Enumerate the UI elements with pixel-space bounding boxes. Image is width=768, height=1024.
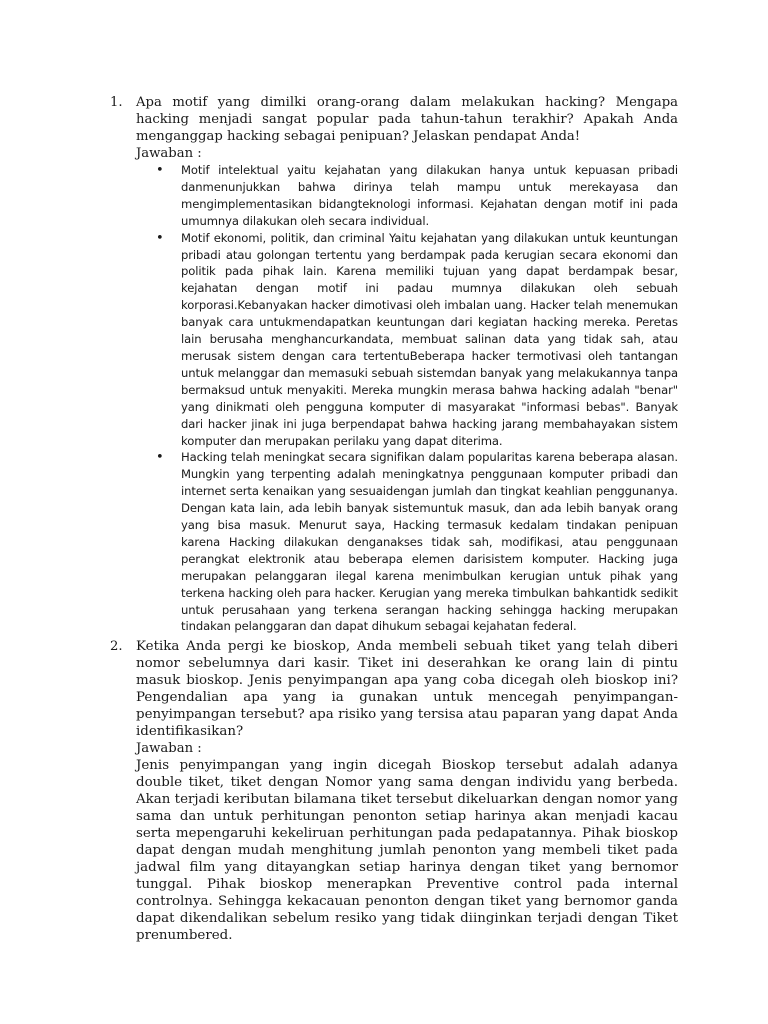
question-number: 1.: [110, 95, 123, 110]
answer-bullet: [156, 162, 678, 230]
answer-label: Jawaban :: [136, 741, 202, 757]
answer-paragraph: Jenis penyimpangan yang ingin dicegah Bioskop tersebut adalah adanya double tiket, tiket dengan Nomor yang sama dengan individu yang berbeda. Akan terjadi keributan bilamana tiket tersebut dikeluarkan dengan nomor yang sama dan untuk perhitungan penonton setiap harinya akan menjadi kacau serta mepengaruhi kekeliruan perhitungan pada pedapatannya. Pihak bioskop dapat dengan mudah menghitung jumlah penonton yang membeli tiket pada jadwal film yang ditayangkan setiap harinya dengan tiket yang bernomor tunggal. Pihak bioskop menerapkan Preventive control pada internal controlnya. Sehingga kekacauan penonton dengan tiket yang bernomor ganda dapat dikendalikan sebelum resiko yang tidak diinginkan terjadi dengan Tiket prenumbered.: [136, 758, 678, 944]
answer-bullet: [156, 230, 678, 450]
question-list: [0, 94, 768, 944]
bullet-text: Motif ekonomi, politik, dan criminal Yaitu kejahatan yang dilakukan untuk keuntungan pribadi atau golongan tertentu yang berdampak pada kerugian secara ekonomi dan politik pada pihak lain. Karena memiliki tujuan yang dapat berdampak besar, kejahatan dengan motif ini padau mumnya dilakukan oleh sebuah korporasi.Kebanyakan hacker dimotivasi oleh imbalan uang. Hacker telah menemukan banyak cara untukmendapatkan keuntungan dari kegiatan hacking mereka. Peretas lain berusaha menghancurkandata, membuat salinan data yang tidak sah, atau merusak sistem dengan cara tertentuBeberapa hacker termotivasi oleh tantangan untuk melanggar dan memasuki sebuah sistemdan banyak yang melakukannya tanpa bermaksud untuk menyakiti. Mereka mungkin merasa bahwa hacking adalah "benar" yang dinikmati oleh pengguna komputer di masyarakat "informasi bebas". Banyak dari hacker jinak ini juga berpendapat bahwa hacking jarang membahayakan sistem komputer dan merupakan perilaku yang dapat diterima.: [181, 230, 678, 448]
question-number: 2.: [110, 639, 123, 655]
bullet-text: Hacking telah meningkat secara signifikan dalam popularitas karena beberapa alasan. Mungkin yang terpenting adalah meningkatnya penggunaan komputer pribadi dan internet serta kenaikan yang sesuaidengan jumlah dan tingkat keahlian penggunanya. Dengan kata lain, ada lebih banyak sistemuntuk masuk, dan ada lebih banyak orang yang bisa masuk. Menurut saya, Hacking termasuk kedalam tindakan penipuan karena Hacking dilakukan denganakses tidak sah, modifikasi, atau penggunaan perangkat elektronik atau beberapa elemen darisistem komputer. Hacking juga merupakan pelanggaran ilegal karena menimbulkan kerugian untuk pihak yang terkena hacking oleh para hacker. Kerugian yang mereka timbulkan bahkantidk sedikit untuk perusahaan yang terkena serangan hacking sehingga hacking merupakan tindakan pelanggaran dan dapat dihukum sebagai kejahatan federal.: [181, 450, 678, 634]
answer-label: Jawaban :: [136, 146, 202, 161]
answer-bullet-list: [136, 162, 678, 635]
answer-bullet: [156, 449, 678, 635]
question-text: Apa motif yang dimilki orang-orang dalam melakukan hacking? Mengapa hacking menjadi sangat popular pada tahun-tahun terakhir? Apakah Anda menganggap hacking sebagai penipuan? Jelaskan pendapat Anda!: [136, 95, 678, 144]
bullet-text: Motif intelektual yaitu kejahatan yang dilakukan hanya untuk kepuasan pribadi danmenunjukkan bahwa dirinya telah mampu untuk merekayasa dan mengimplementasikan bidangteknologi informasi. Kejahatan dengan motif ini pada umumnya dilakukan oleh secara individual.: [181, 163, 678, 228]
bullet-icon: •: [156, 230, 164, 246]
bullet-icon: •: [156, 163, 164, 178]
question-item: [0, 638, 768, 944]
bullet-icon: •: [156, 450, 164, 466]
question-text: Ketika Anda pergi ke bioskop, Anda membeli sebuah tiket yang telah diberi nomor sebelumnya dari kasir. Tiket ini deserahkan ke orang lain di pintu masuk bioskop. Jenis penyimpangan apa yang coba dicegah oleh bioskop ini? Pengendalian apa yang ia gunakan untuk mencegah penyimpangan-penyimpangan tersebut? apa risiko yang tersisa atau paparan yang dapat Anda identifikasikan?: [136, 639, 678, 740]
question-item: [0, 94, 768, 635]
